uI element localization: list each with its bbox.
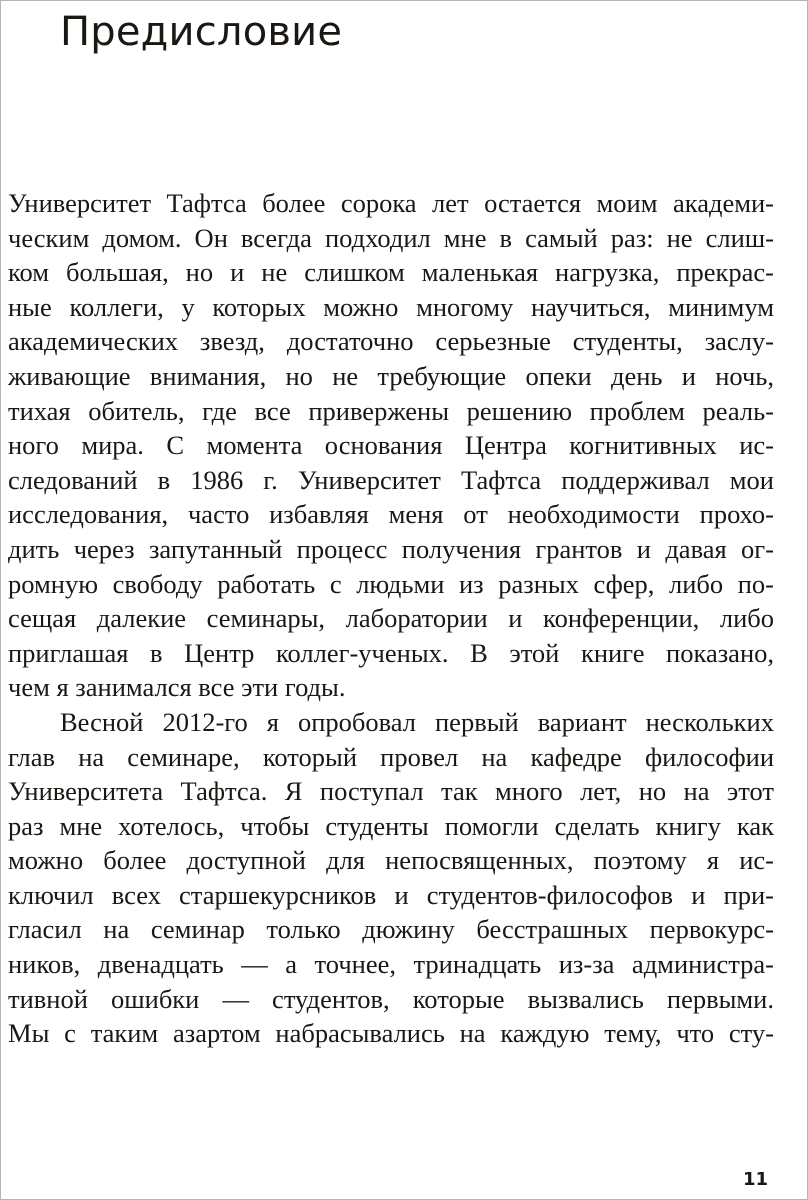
text-line: исследования, часто избавляя меня от необходимости прохо- xyxy=(8,499,774,530)
text-line: раз мне хотелось, чтобы студенты помогли сделать книгу как xyxy=(8,810,774,841)
text-line: Мы с таким азартом набрасывались на каждую тему, что сту- xyxy=(8,1018,774,1049)
text-line: дить через запутанный процесс получения грантов и давая ог- xyxy=(8,533,774,564)
text-line: Университета Тафтса. Я поступал так много лет, но на этот xyxy=(8,776,774,807)
text-line: ческим домом. Он всегда подходил мне в самый раз: не слиш- xyxy=(8,222,774,253)
text-line: ные коллеги, у которых можно многому научиться, минимум xyxy=(8,291,774,322)
text-line: ромную свободу работать с людьми из разных сфер, либо по- xyxy=(8,568,774,599)
page-title: Предисловие xyxy=(60,9,343,55)
text-line: гласил на семинар только дюжину бесстрашных первокурс- xyxy=(8,914,774,945)
text-line: чем я занимался все эти годы. xyxy=(8,672,346,703)
paragraph xyxy=(8,186,774,705)
text-line: тихая обитель, где все привержены решению проблем реаль- xyxy=(8,395,774,426)
text-line: можно более доступной для непосвященных, поэтому я ис- xyxy=(8,845,774,876)
text-line: академических звезд, достаточно серьезные студенты, заслу- xyxy=(8,326,774,357)
text-line: ного мира. С момента основания Центра когнитивных ис- xyxy=(8,430,774,461)
text-line: живающие внимания, но не требующие опеки день и ночь, xyxy=(8,360,774,391)
paragraph xyxy=(8,705,774,1051)
text-line: глав на семинаре, который провел на кафедре философии xyxy=(8,741,774,772)
text-line: приглашая в Центр коллег-ученых. В этой книге показано, xyxy=(8,637,774,668)
text-line: следований в 1986 г. Университет Тафтса поддерживал мои xyxy=(8,464,774,495)
text-line: тивной ошибки — студентов, которые вызвались первыми. xyxy=(8,983,774,1014)
body-text xyxy=(8,186,774,1051)
text-line: ком большая, но и не слишком маленькая нагрузка, прекрас- xyxy=(8,257,774,288)
page-number: 11 xyxy=(742,1169,768,1190)
text-line: сещая далекие семинары, лаборатории и конференции, либо xyxy=(8,603,774,634)
text-line: Весной 2012-го я опробовал первый вариант нескольких xyxy=(60,706,774,737)
text-line: ключил всех старшекурсников и студентов-философов и при- xyxy=(8,879,774,910)
text-line: Университет Тафтса более сорока лет остается моим академи- xyxy=(8,188,774,218)
text-line: ников, двенадцать — а точнее, тринадцать из-за администра- xyxy=(8,949,774,980)
